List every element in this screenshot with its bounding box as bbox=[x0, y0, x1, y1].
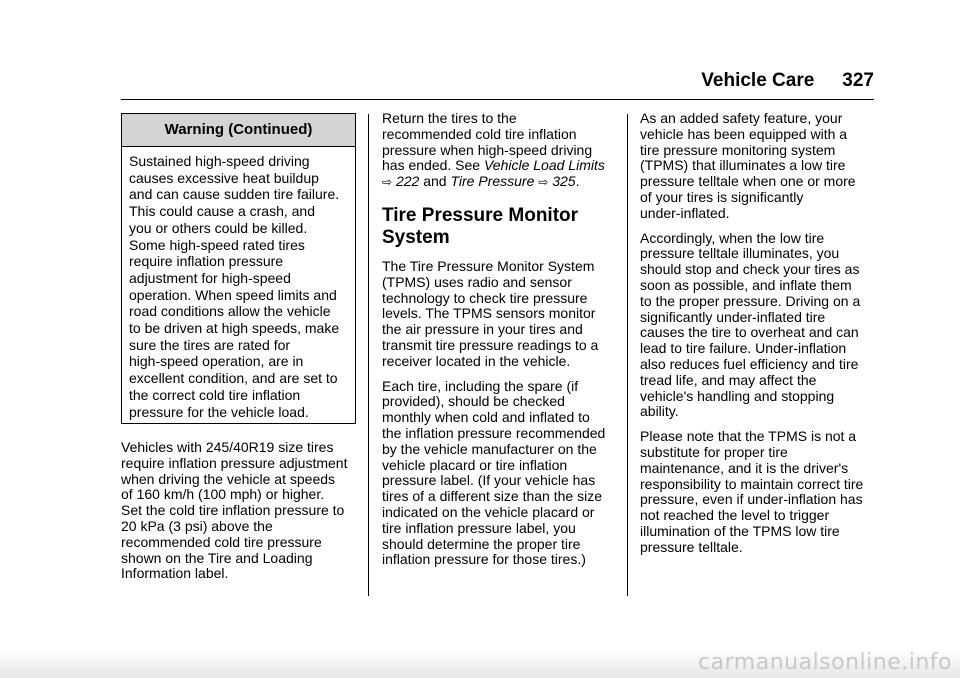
paragraph-safety-feature bbox=[640, 111, 874, 222]
warning-line: causes excessive heat buildup bbox=[129, 169, 319, 186]
text-line: shown on the Tire and Loading bbox=[121, 549, 313, 566]
warning-title: Warning (Continued) bbox=[122, 114, 355, 147]
text-line: maintenance, and it is the driver's bbox=[640, 459, 849, 476]
text-line: require inflation pressure adjustment bbox=[121, 454, 348, 471]
text-fragment: . bbox=[575, 173, 580, 190]
column-3-text bbox=[640, 111, 874, 565]
text-line: recommended cold tire inflation bbox=[382, 125, 577, 142]
text-line: recommended cold tire pressure bbox=[121, 533, 322, 550]
text-line: ability. bbox=[640, 403, 679, 420]
text-line: pressure telltale illuminates, you bbox=[640, 245, 840, 262]
paragraph-telltale-illuminates bbox=[640, 231, 874, 421]
text-line: to the proper pressure. Driving on a bbox=[640, 292, 861, 309]
text-line: the air pressure in your tires and bbox=[382, 321, 583, 338]
text-line: Accordingly, when the low tire bbox=[640, 229, 825, 246]
warning-line: the correct cold tire inflation bbox=[129, 386, 301, 403]
text-line: (TPMS) that illuminates a low tire bbox=[640, 157, 846, 174]
text-line: tires of a different size than the size bbox=[382, 488, 602, 505]
column-1-text bbox=[121, 440, 356, 591]
text-line: 20 kPa (3 psi) above the bbox=[121, 517, 273, 534]
watermark-band bbox=[0, 650, 960, 678]
warning-line: you or others could be killed. bbox=[129, 219, 308, 236]
paragraph-tpms-intro bbox=[382, 259, 615, 370]
text-line: vehicle's handling and stopping bbox=[640, 387, 835, 404]
text-line: receiver located in the vehicle. bbox=[382, 352, 571, 369]
warning-line: road conditions allow the vehicle bbox=[129, 303, 331, 320]
link-page-222[interactable]: 222 bbox=[395, 173, 420, 190]
text-line: (TPMS) uses radio and sensor bbox=[382, 273, 572, 290]
warning-line: excellent condition, and are set to bbox=[129, 370, 338, 387]
watermark-text: carmanualsonline.info bbox=[698, 650, 952, 675]
warning-line: sure the tires are rated for bbox=[129, 336, 291, 353]
link-page-325[interactable]: 325 bbox=[552, 173, 576, 190]
text-line: soon as possible, and inflate them bbox=[640, 276, 852, 293]
text-line: Each tire, including the spare (if bbox=[382, 377, 579, 394]
warning-line: high-speed operation, are in bbox=[129, 353, 304, 370]
column-divider bbox=[368, 114, 369, 596]
text-line: Information label. bbox=[121, 565, 229, 582]
text-line: transmit tire pressure readings to a bbox=[382, 336, 599, 353]
text-line: Return the tires to the bbox=[382, 110, 517, 126]
warning-box bbox=[121, 113, 356, 424]
text-line: tire pressure monitoring system bbox=[640, 141, 836, 158]
warning-line: adjustment for high-speed bbox=[129, 269, 291, 286]
text-line: should stop and check your tires as bbox=[640, 261, 860, 278]
text-line: the inflation pressure recommended bbox=[382, 424, 606, 441]
text-line: pressure telltale when one or more bbox=[640, 173, 856, 190]
text-line: Vehicles with 245/40R19 size tires bbox=[121, 439, 334, 455]
text-line: under-inflated. bbox=[640, 204, 730, 221]
warning-line: Sustained high-speed driving bbox=[129, 153, 310, 169]
paragraph-check-monthly bbox=[382, 379, 615, 569]
text-line: As an added safety feature, your bbox=[640, 110, 843, 126]
text-line: levels. The TPMS sensors monitor bbox=[382, 305, 596, 322]
text-line: Set the cold tire inflation pressure to bbox=[121, 502, 345, 519]
text-line: indicated on the vehicle placard or bbox=[382, 503, 595, 520]
text-line bbox=[382, 158, 615, 174]
text-line: illumination of the TPMS low tire bbox=[640, 522, 840, 539]
paragraph-high-speed-tires bbox=[121, 440, 356, 582]
text-line: technology to check tire pressure bbox=[382, 289, 588, 306]
text-line: significantly under-inflated tire bbox=[640, 308, 826, 325]
column-divider bbox=[627, 114, 628, 596]
warning-body bbox=[122, 147, 355, 420]
text-line: The Tire Pressure Monitor System bbox=[382, 257, 595, 274]
text-line: causes the tire to overheat and can bbox=[640, 324, 859, 341]
link-vehicle-load-limits[interactable]: Vehicle Load Limits bbox=[483, 157, 605, 174]
text-line: by the vehicle manufacturer on the bbox=[382, 440, 597, 457]
text-line: vehicle has been equipped with a bbox=[640, 125, 848, 142]
warning-line: pressure for the vehicle load. bbox=[129, 403, 309, 420]
text-line: lead to tire failure. Under-inflation bbox=[640, 340, 847, 357]
text-line: of 160 km/h (100 mph) or higher. bbox=[121, 486, 325, 503]
section-heading-tpms bbox=[382, 205, 615, 249]
header-rule bbox=[121, 99, 874, 100]
text-line: pressure telltale. bbox=[640, 538, 743, 555]
text-line: Please note that the TPMS is not a bbox=[640, 428, 857, 445]
text-line: when driving the vehicle at speeds bbox=[121, 470, 336, 487]
text-line: pressure label. (If your vehicle has bbox=[382, 472, 596, 489]
warning-line: to be driven at high speeds, make bbox=[129, 320, 340, 337]
text-line: also reduces fuel efficiency and tire bbox=[640, 355, 859, 372]
page-ref-arrow-icon: ⇨ bbox=[538, 175, 549, 190]
text-line: monthly when cold and inflated to bbox=[382, 409, 590, 426]
text-line: provided), should be checked bbox=[382, 393, 565, 410]
link-tire-pressure[interactable]: Tire Pressure bbox=[450, 173, 535, 190]
text-line: substitute for proper tire bbox=[640, 443, 788, 460]
text-line: vehicle placard or tire inflation bbox=[382, 456, 568, 473]
column-2-text bbox=[382, 111, 615, 577]
text-line: inflation pressure for those tires.) bbox=[382, 551, 586, 568]
text-line: should determine the proper tire bbox=[382, 535, 581, 552]
section-title: Vehicle Care bbox=[701, 70, 815, 91]
paragraph-tpms-not-substitute bbox=[640, 429, 874, 555]
heading-line: System bbox=[382, 226, 450, 248]
warning-line: and can cause sudden tire failure. bbox=[129, 186, 340, 203]
text-line: tire inflation pressure label, you bbox=[382, 519, 576, 536]
warning-line: This could cause a crash, and bbox=[129, 203, 315, 220]
page-number: 327 bbox=[842, 70, 874, 91]
page-ref-arrow-icon: ⇨ bbox=[382, 175, 393, 190]
text-line bbox=[382, 174, 615, 191]
text-line: pressure, even if under-inflation has bbox=[640, 491, 863, 508]
text-fragment: and bbox=[419, 173, 451, 190]
page-header bbox=[0, 68, 874, 94]
text-line: not reached the level to trigger bbox=[640, 507, 830, 524]
text-line: pressure when high-speed driving bbox=[382, 141, 593, 158]
text-line: tread life, and may affect the bbox=[640, 371, 817, 388]
warning-line: operation. When speed limits and bbox=[129, 286, 337, 303]
text-fragment: has ended. See bbox=[382, 157, 484, 174]
heading-line: Tire Pressure Monitor bbox=[382, 204, 579, 226]
warning-line: Some high-speed rated tires bbox=[129, 236, 305, 253]
warning-line: require inflation pressure bbox=[129, 253, 284, 270]
text-line: responsibility to maintain correct tire bbox=[640, 475, 864, 492]
paragraph-return-tires bbox=[382, 111, 615, 191]
text-line: of your tires is significantly bbox=[640, 188, 804, 205]
